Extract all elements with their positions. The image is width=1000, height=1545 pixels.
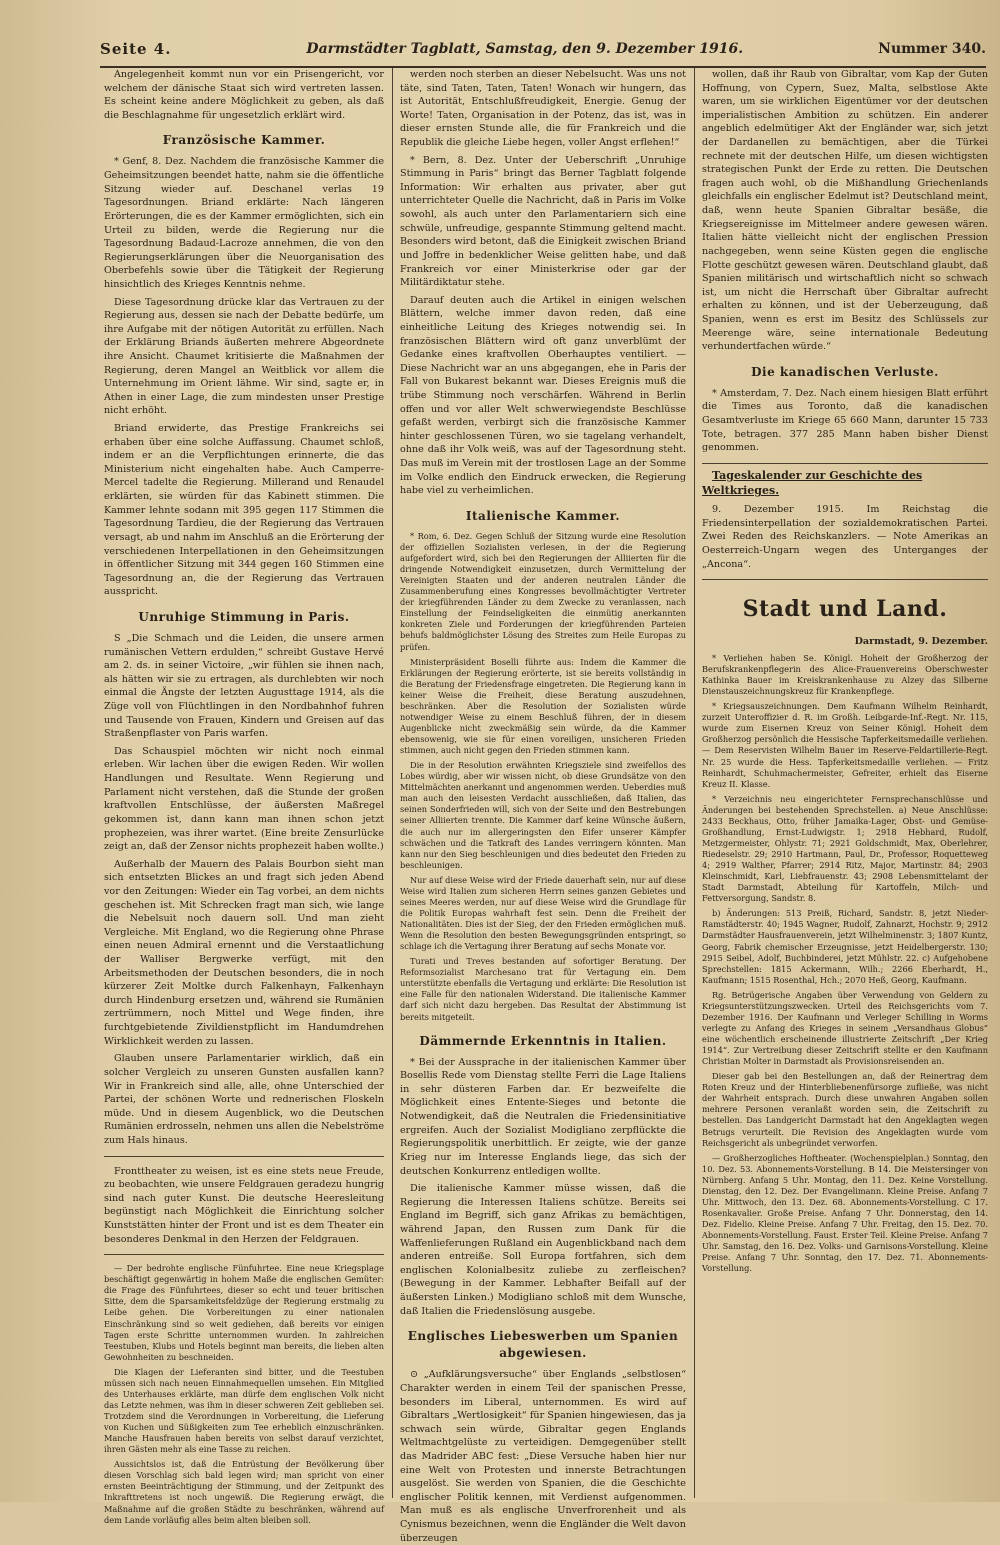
page-number: Seite 4.: [100, 40, 172, 58]
article-text: Fronttheater zu weisen, ist es eine stets neue Freude, zu beobachten, wie unsere Feldgrauen geradezu hungrig sind nach guter Kunst. Die deutsche Heeresleitung begünstigt nach Möglichkeit die Einrichtung solcher Kunststätten hinter der Front und ist es dem Theater ein besonderes Denkmal in den Herzen der Feldgrauen.: [104, 1165, 384, 1245]
article-text: * Rom, 6. Dez. Gegen Schluß der Sitzung wurde eine Resolution der offiziellen Sozialisten verlesen, in der die Regierung aufgefordert wird, sich bei den Regierungen der Alliierten für die dringende Notwendigkeit einzusetzen, durch Vermittelung der Vereinigten Staaten und der anderen neutralen Länder die Zusammenberufung eines Kongresses bevollmächtigter Vertreter der kriegführenden Länder zu dem Zwecke zu veranlassen, nach Einstellung der Feindseligkeiten die einmütig anerkannten konkreten Ziele und Forderungen der kriegführenden Parteien behufs baldmöglichster Lösung des Streites zum Heile Europas zu prüfen.: [400, 530, 686, 652]
article-text: wollen, daß ihr Raub von Gibraltar, vom Kap der Guten Hoffnung, von Cypern, Suez, Malta, selbstlose Akte waren, um sie wirklichen Eigentümer vor der deutschen imperialistischen Ambition zu schützen. Ein anderer angeblich edelmütiger Akt der Engländer war, sich jetzt der Dardanellen zu bemächtigen, aber die Türkei rechnete mit der deutschen Hilfe, um diesen wichtigsten strategischen Punkt der Erde zu retten. Die Deutschen fragen auch wohl, ob die Mißhandlung Griechenlands gleichfalls ein englischer Edelmut ist? Deutschland meint, daß, wenn heute Spanien Gibraltar besäße, die Kriegsereignisse im Mittelmeer andere gewesen wären. Italien hätte vielleicht nicht der englischen Pression nachgegeben, wenn seine Küsten gegen die englische Flotte geschützt gewesen wären. Deutschland glaubt, daß Spanien militärisch und wirtschaftlich nicht so schwach ist, um nicht die Herrschaft über Gibraltar aufrecht erhalten zu können, und ist der Ueberzeugung, daß Spanien, wenn es erst im Besitz des Schlüssels zur Meerenge wäre, seine internationale Bedeutung verhundertfachen würde.“: [702, 69, 988, 353]
newspaper-dateline: Darmstädter Tagblatt, Samstag, den 9. Dezember 1916.: [306, 41, 744, 57]
masthead: [100, 32, 986, 68]
article-text: Das Schauspiel möchten wir nicht noch einmal erleben. Wir lachen über die ewigen Reden. Wir wollen Handlungen und Resultate. Wenn Regierung und Parlament nicht verstehen, daß die Stunde der großen kraftvollen Entschlüsse, der äußersten Maßregel gekommen ist, dann kann man ihnen schon jetzt prophezeien, was ihrer wartet. (Eine breite Zensurlücke zeigt an, daß der Zensor nichts prophezeit haben wollte.): [104, 745, 384, 853]
article-text: Darauf deuten auch die Artikel in einigen welschen Blättern, welche immer davon reden, daß eine einheitliche Leitung des Krieges notwendig sei. In französischen Blättern wird oft ganz unverblümt der Gedanke eines kraftvollen Oberhauptes ventiliert. — Diese Nachricht war an uns abgegangen, ehe in Paris der Fall von Bukarest bekannt war. Dieses Ereignis muß die trübe Stimmung noch verschärfen. Während in Berlin offen und vor aller Welt schwerwiegendste Beschlüsse gefaßt werden, verbirgt sich die französische Kammer hinter geschlossenen Türen, wo sie tagelang verhandelt, ohne daß ihr Volk weiß, was auf der Tagesordnung steht. Das muß im Verein mit der trostlosen Lage an der Somme im Volke endlich den Eindruck erwecken, die Regierung habe viel zu verheimlichen.: [400, 294, 686, 497]
article-text: b) Änderungen: 513 Preiß, Richard, Sandstr. 8, jetzt Nieder-Ramstädterstr. 40; 1945 Wagner, Rudolf, Zahnarzt, Hochstr. 9; 2912 Darmstädter Hausfrauenverein, jetzt Wilhelminenstr. 3; 1807 Kuntz, Georg, Fabrik chemischer Erzeugnisse, jetzt Heidelbergerstr. 130; 2915 Seibel, Adolf, Buchbinderei, jetzt Mühlstr. 22. c) Aufgehobene Sprechstellen: 1815 Ackermann, Wilh.; 2266 Eberhardt, H., Kaufmann; 1515 Rosenthal, Hch.; 2070 Heß, Georg, Kaufmann.: [702, 908, 988, 985]
article-text: Dieser gab bei den Bestellungen an, daß der Reinertrag dem Roten Kreuz und der Hinterbliebenenfürsorge zufließe, was nicht der Wahrheit entsprach. Durch diese unwahren Angaben sollen mehrere Personen veranlaßt worden sein, die Zeitschrift zu bestellen. Das Landgericht Darmstadt hat den Angeklagten wegen Betrugs verurteilt. Die Revision des Angeklagten wurde vom Reichsgericht als unbegründet verworfen.: [702, 1071, 988, 1148]
column-3: [702, 68, 988, 1498]
article-text: Die italienische Kammer müsse wissen, daß die Regierung die Interessen Italiens schütze. Bereits sei England im Begriff, sich ganz Afrikas zu bemächtigen, während Japan, den Russen zum Dank für die Waffenlieferungen Rußland ein Augenblickband nach dem anderen entreiße. Soll Europa fortfahren, sich dem englischen Kolonialbesitz zuliebe zu zerfleischen? (Bewegung in der Kammer. Lebhafter Beifall auf der äußersten Linken.) Modigliano schloß mit dem Wunsche, daß Italien die Friedenslösung ausgebe.: [400, 1183, 686, 1317]
article-text: Rg. Betrügerische Angaben über Verwendung von Geldern zu Kriegsunterstützungszwecken. Urteil des Reichsgerichts vom 7. Dezember 1916. Der Kaufmann und Verleger Schilling in Worms verlegte zu Anfang des Krieges in seinem „Versandhaus Globus“ eine wöchentlich erscheinende illustrierte Zeitschrift „Der Krieg 1914“. Zur Vertreibung dieser Zeitschrift stellte er den Kaufmann Christian Molter in Darmstadt als Provisionsreisenden an.: [702, 989, 988, 1067]
article-text: * Bei der Aussprache in der italienischen Kammer über Bosellis Rede vom Dienstag stellte Ferri die Lage Italiens in sehr düsteren Farben dar. Er bezweifelte die Möglichkeit eines Entente-Sieges und betonte die Notwendigkeit, daß die Neutralen die Friedensinitiative ergreifen. Auch der Sozialist Modigliano zerpflückte die Regierungspolitik unerbittlich. Er zeigte, wie der ganze Krieg nur im Interesse Englands liege, das sich der deutschen Konkurrenz entledigen wollte.: [400, 1056, 686, 1177]
article-text: Briand erwiderte, das Prestige Frankreichs sei erhaben über eine solche Auffassung. Chaumet schloß, indem er an die Verpflichtungen erinnerte, die das Ministerium nicht eingehalten habe. Auch Camperre-Mercel tadelte die Regierung. Millerand und Renaudel erklärten, sie würden für das Kabinett stimmen. Die Kammer lehnte sodann mit 395 gegen 117 Stimmen die Tagesordnung Tardieu, die der Regierung das Vertrauen versagt, ab und nahm im Anschluß an die Erörterung der verschiedenen Interpellationen in den Geheimsitzungen in öffentlicher Sitzung mit 344 gegen 160 Stimmen eine Tagesordnung an, die der Regierung das Vertrauen ausspricht.: [104, 423, 384, 598]
headline: Französische Kammer.: [162, 133, 326, 148]
article-text: * Verliehen haben Se. Königl. Hoheit der Großherzog der Berufskrankenpflegerin des Alice-Frauenvereins Oberschwester Kathinka Bauer im Kreiskrankenhause zu Alzey das Silberne Dienstauszeichnungskreuz für Krankenpflege.: [702, 652, 988, 697]
article-text: Nur auf diese Weise wird der Friede dauerhaft sein, nur auf diese Weise wird Italien zum sicheren Herrn seines ganzen Gebietes und seines Meeres werden, nur auf diese Weise wird die Grundlage für die Politik Europas wahrhaft fest sein. Denn die Freiheit der Nationalitäten. Dies ist der Sieg, der den Frieden ermöglichen muß. Wenn die Resolution den besten Bewegungsgründen entspringt, so schlage ich die Vertagung ihrer Beratung auf sechs Monate vor.: [400, 874, 686, 952]
article-text: * Amsterdam, 7. Dez. Nach einem hiesigen Blatt erführt die Times aus Toronto, daß die kanadischen Gesamtverluste im Kriege 65 660 Mann, darunter 15 733 Tote, betragen. 377 285 Mann haben bisher Dienst genommen.: [702, 387, 988, 454]
divider: [104, 1254, 384, 1255]
article-text: ⊙ „Aufklärungsversuche“ über Englands „selbstlosen“ Charakter werden in einem Teil der spanischen Presse, besonders im Liberal, unternommen. Es wird auf Gibraltars „Wertlosigkeit“ für Spanien hingewiesen, das ja schwach sein würde, Gibraltar gegen Englands Weltmachtgelüste zu verteidigen. Demgegenüber stellt das Madrider ABC fest: „Diese Versuche haben hier nur eine Welt von Protesten und innerste Betrachtungen ausgelöst. Sie werden von Spanien, die die Geschichte englischer Politik kennen, mit Verdienst aufgenommen. Man muß es als englische Unverfrorenheit und als Cynismus bezeichnen, wenn die Engländer die Welt davon überzeugen: [400, 1369, 686, 1544]
column-divider: [694, 68, 695, 1498]
headline: Italienische Kammer.: [465, 508, 621, 523]
calendar-box: [702, 463, 988, 580]
article-text: Aussichtslos ist, daß die Entrüstung der Bevölkerung über diesen Vorschlag sich bald legen wird; man spricht von einer ernsten Beeinträchtigung der Stimmung, und der Zeitpunkt des Inkrafttretens ist noch ungewiß. Die Regierung erwägt, die Maßnahme auf die großen Städte zu beschränken, während auf dem Lande vorläufig alles beim alten bleiben soll.: [104, 1459, 384, 1525]
article-text: Diese Tagesordnung drücke klar das Vertrauen zu der Regierung aus, dessen sie nach der Debatte bedürfe, um ihre Aufgabe mit der nötigen Autorität zu erfüllen. Nach der Erklärung Briands äußerten mehrere Abgeordnete ihre Ansicht. Chaumet kritisierte die Maßnahmen der Regierung, deren Mangel an Weitblick vor allem die Unternehmung im Orient lähme. Wir sind, sagte er, in Athen in einer Lage, die zum mindesten unser Prestige nicht erhöht.: [104, 296, 384, 417]
article-text: Außerhalb der Mauern des Palais Bourbon sieht man sich entsetzten Blickes an und fragt sich jeden Abend vor den Zeitungen: Wieder ein Tag vorbei, an dem nichts geschehen ist. Mit Schrecken fragt man sich, wie lange die Nebelsuit noch dauern soll. Und man zieht Vergleiche. Mit England, wo die Regierung ohne Phrase einen neuen Admiral ernennt und die Verstaatlichung der Walliser Bergwerke verfügt, mit den Arbeitsmethoden der Deutschen besonders, die in noch kürzerer Zeit Moltke durch Falkenhayn, Falkenhayn durch Hindenburg ersetzen und, während sie Rumänien zertrümmern, noch Mittel und Wege finden, ihre furchtgebietende Zivildienstpflicht im Handumdrehen Wirklichkeit werden zu lassen.: [104, 858, 384, 1047]
article-text: * Genf, 8. Dez. Nachdem die französische Kammer die Geheimsitzungen beendet hatte, nahm sie die öffentliche Sitzung wieder auf. Deschanel verlas 19 Tagesordnungen. Briand erklärte: Nach längeren Erörterungen, die es der Kammer ermöglichten, sich ein Urteil zu bilden, werde die Regierung nur die Tagesordnung Badaud-Lacroze annehmen, die von den Regierungserklärungen über die Neuorganisation des Oberbefehls sowie über die Tätigkeit der Regierung hinsichtlich des Krieges Kenntnis nehme.: [104, 156, 384, 290]
divider: [104, 1156, 384, 1157]
headline: Englisches Liebeswerben um Spanien abgewiesen.: [407, 1329, 679, 1361]
headline: Die kanadischen Verluste.: [751, 364, 939, 379]
dateline: Darmstadt, 9. Dezember.: [854, 636, 988, 648]
headline: Unruhige Stimmung in Paris.: [138, 609, 350, 624]
article-text: * Verzeichnis neu eingerichteter Fernsprechanschlüsse und Änderungen bei bestehenden Sprechstellen. a) Neue Anschlüsse: 2433 Beckhaus, Otto, früher Jamaika-Lager, Obst- und Gemüse-Großhandlung, Ernst-Ludwigstr. 1; 2918 Hebhard, Rudolf, Metzgermeister, Ohlystr. 71; 2921 Goldschmidt, Max, Oberlehrer, Riedeselstr. 29; 2910 Hartmann, Paul, Dr., Professor, Roquetteweg 4; 2919 Walther, Pfarrer; 2914 Ritz, Major, Martinstr. 84; 2903 Kleinschmidt, Karl, Liebfrauenstr. 43; 2908 Lebensmittelamt der Stadt Darmstadt, Abteilung für Kartoffeln, Milch- und Fettversorgung, Sandstr. 8.: [702, 793, 988, 904]
article-text: * Bern, 8. Dez. Unter der Ueberschrift „Unruhige Stimmung in Paris“ bringt das Berner Tagblatt folgende Information: Wir erhalten aus privater, aber gut unterrichteter Quelle die Nachricht, daß in Paris im Volke sowohl, als auch unter den Parlamentariern sich eine schwüle, unfreudige, gespannte Stimmung geltend macht. Besonders wird betont, daß die Einigkeit zwischen Briand und Joffre in bedenklicher Weise gelitten habe, und daß Frankreich vor einer Ministerkrise oder gar der Militärdiktatur stehe.: [400, 154, 686, 289]
issue-number: Nummer 340.: [878, 41, 986, 57]
headline: Dämmernde Erkenntnis in Italien.: [419, 1033, 667, 1048]
article-text: S „Die Schmach und die Leiden, die unsere armen rumänischen Vettern erdulden,“ schreibt Gustave Hervé am 2. ds. in seiner Victoire, „wir fühlen sie ihnen nach, als hätten wir sie zu ertragen, als durchlebten wir noch einmal die Ängste der letzten Augusttage 1914, als die Züge voll von Flüchtlingen in den Nordbahnhof fuhren und Tausende von Frauen, Kindern und Greisen auf das Straßenpflaster von Paris warfen.: [104, 633, 384, 740]
article-text: * Kriegsauszeichnungen. Dem Kaufmann Wilhelm Reinhardt, zurzeit Unteroffizier d. R. im Großh. Leibgarde-Inf.-Regt. Nr. 115, wurde zum Eisernen Kreuz von Seiner Königl. Hoheit dem Großherzog persönlich die Hessische Tapferkeitsmedaille verliehen. — Dem Reservisten Wilhelm Bauer im Reserve-Feldartillerie-Regt. Nr. 25 wurde die Hess. Tapferkeitsmedaille verliehen. — Fritz Reinhardt, Schuhmachermeister, Gefreiter, erhielt das Eiserne Kreuz II. Klasse.: [702, 701, 988, 789]
column-divider: [392, 68, 393, 1498]
calendar-text: 9. Dezember 1915. Im Reichstag die Friedensinterpellation der sozialdemokratischen Partei. Zwei Reden des Reichskanzlers. — Note Amerikas an Oesterreich-Ungarn wegen des Unterganges der „Ancona“.: [702, 504, 988, 570]
article-text: Die in der Resolution erwähnten Kriegsziele sind zweifellos des Lobes würdig, aber wir wissen nicht, ob diese Grundsätze von den Mittelmächten anerkannt und angenommen werden. Ueberdies muß man auch den leisesten Verdacht ausschließen, daß Italien, das seinen Sonderfrieden will, sich von der Seite und den Bestrebungen seiner Alliierten trennte. Die Kammer darf keine Wünsche äußern, die auch nur im allergeringsten den Eifer unserer Kämpfer schwächen und die Tatkraft des Landes verringern könnten. Man kann nur den Sieg beschleunigen und dies bedeutet den Frieden zu beschleunigen.: [400, 760, 686, 870]
column-1: [104, 68, 384, 1525]
columns: [104, 68, 988, 1544]
article-text: Angelegenheit kommt nun vor ein Prisengericht, vor welchem der dänische Staat sich wird vertreten lassen. Es scheint keine andere Möglichkeit zu geben, als daß die Beschlagnahme für ungesetzlich erklärt wird.: [104, 69, 384, 121]
article-text: Die Klagen der Lieferanten sind bitter, und die Teestuben müssen sich nach neuen Einnahmequellen umsehen. Ein Mitglied des Unterhauses erklärte, man dürfe dem englischen Volk nicht das Letzte nehmen, was ihm in dieser schweren Zeit geblieben sei. Trotzdem sind die Verordnungen in Vorbereitung, die Lieferung von Kuchen und Süßigkeiten zum Tee erheblich einzuschränken. Manche Hausfrauen haben bereits von selbst darauf verzichtet, ihren Gästen mehr als eine Tasse zu reichen.: [104, 1366, 384, 1455]
article-text: Glauben unsere Parlamentarier wirklich, daß ein solcher Vergleich zu unseren Gunsten ausfallen kann? Wir in Frankreich sind alle, alle, ohne Unterschied der Partei, der schönen Worte und rednerischen Floskeln müde. Und in diesem Augenblick, wo die Deutschen Rumänien erdrosseln, nehmen uns allen die Nebelströme zum Hals hinaus.: [104, 1053, 384, 1146]
article-text: Ministerpräsident Boselli führte aus: Indem die Kammer die Erklärungen der Regierung erörterte, ist sie bereits vollständig in die Beratung der Friedensfrage eingetreten. Die Regierung kann in keiner Weise die Freiheit, diese Beratung auszudehnen, beschränken. Aber die Resolution der Sozialisten würde notwendiger Weise zu einem Beschluß führen, der in diesem Augenblicke nicht zweckmäßig sein würde, da die Kammer ebensowenig, wie sie für einen voreiligen, unsicheren Frieden stimmen, auch nicht gegen den Frieden stimmen kann.: [400, 656, 686, 756]
article-text: — Großherzogliches Hoftheater. (Wochenspielplan.) Sonntag, den 10. Dez. 53. Abonnements-Vorstellung. B 14. Die Meistersinger von Nürnberg. Anfang 5 Uhr. Montag, den 11. Dez. Keine Vorstellung. Dienstag, den 12. Dez. Der Evangelimann. Kleine Preise. Anfang 7 Uhr. Mittwoch, den 13. Dez. 68. Abonnements-Vorstellung. C 17. Rosenkavalier. Große Preise. Anfang 7 Uhr. Donnerstag, den 14. Dez. Fidelio. Kleine Preise. Anfang 7 Uhr. Freitag, den 15. Dez. 70. Abonnements-Vorstellung. Faust. Erster Teil. Kleine Preise. Anfang 7 Uhr. Samstag, den 16. Dez. Volks- und Garnisons-Vorstellung. Kleine Preise. Anfang 7 Uhr. Sonntag, den 17. Dez. 71. Abonnements-Vorstellung.: [702, 1152, 988, 1274]
article-text: — Der bedrohte englische Fünfuhrtee. Eine neue Kriegsplage beschäftigt gegenwärtig in hohem Maße die englischen Gemüter: die Frage des Fünfuhrtees, dieser so echt und teuer britischen Sitte, dem die Sparsamkeitsfeldzüge der Regierung erstmalig zu Leibe gehen. Die Vorbereitungen zu einer nationalen Einschränkung sind so weit gediehen, daß bereits vor einigen Tagen erste Schritte unternommen wurden. In zahlreichen Teestuben, Klubs und Hotels beginnt man bereits, die lieben alten Gewohnheiten zu beschneiden.: [104, 1263, 384, 1362]
section-title: Stadt und Land.: [742, 596, 948, 623]
calendar-title: Tageskalender zur Geschichte des Weltkrieges.: [702, 468, 923, 498]
article-text: Turati und Treves bestanden auf sofortiger Beratung. Der Reformsozialist Marchesano trat für Vertagung ein. Dem unterstützte ebenfalls die Vertagung und erklärte: Die Resolution ist eine Falle für den nationalen Widerstand. Die italienische Kammer darf sich nicht dazu hergeben. Das Resultat der Abstimmung ist bereits mitgeteilt.: [400, 956, 686, 1022]
column-2: [400, 68, 686, 1544]
article-text: werden noch sterben an dieser Nebelsucht. Was uns not täte, sind Taten, Taten, Taten! Wonach wir hungern, das ist Autorität, Entschlußfreudigkeit, Energie. Genug der Worte! Taten, Organisation in der Potenz, das ist, was in dieser ernsten Stunde alle, die für Frankreich und die Republik die gleiche Liebe hegen, voller Angst erflehen!“: [400, 69, 686, 149]
